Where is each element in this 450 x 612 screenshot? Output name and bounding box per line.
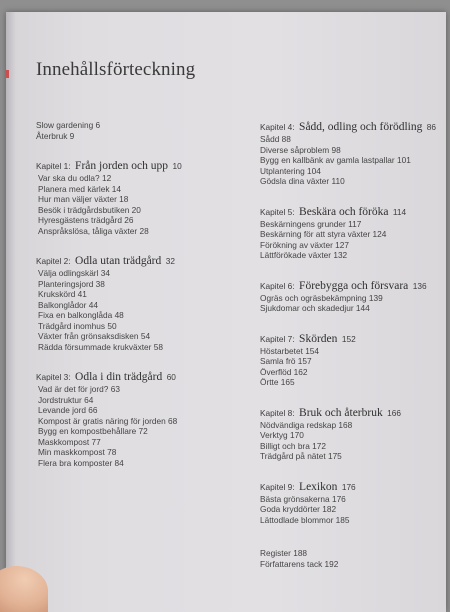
toc-entry: Bygg en kompostbehållare 72 [38, 426, 148, 436]
toc-entry: Billigt och bra 172 [260, 440, 326, 451]
chapter-title: Från jorden och upp [75, 160, 168, 172]
chapter-label: Kapitel 4: [260, 122, 295, 132]
toc-entry: Höstarbetet 154 [260, 345, 320, 356]
toc-entry: Sjukdomar och skadedjur 144 [260, 303, 370, 313]
toc-entry: Slow gardening 6 [36, 120, 101, 130]
chapter-heading [36, 251, 236, 268]
chapter-page: 60 [166, 372, 176, 382]
toc-entry: Var ska du odla? 12 [38, 173, 112, 183]
page-title: Innehållsförteckning [36, 59, 196, 80]
toc-entry: Lättodlade blommor 185 [260, 514, 350, 525]
chapter-entries [260, 219, 446, 261]
toc-entry: Planera med kärlek 14 [38, 183, 122, 194]
chapter-title: Bruk och återbruk [299, 406, 383, 419]
chapter-entries [260, 293, 446, 314]
toc-entry: Örtte 165 [260, 377, 295, 387]
toc-outro-list [260, 548, 446, 569]
toc-entry: Trädgård på nätet 175 [260, 451, 342, 461]
chapter-page: 10 [172, 161, 182, 171]
chapter-page: 32 [165, 256, 175, 266]
chapter-label: Kapitel 1: [36, 161, 71, 171]
toc-entry: Återbruk 9 [36, 130, 75, 141]
chapter-9 [260, 477, 446, 526]
toc-entry: Gödsla dina växter 110 [260, 176, 345, 186]
chapter-3 [36, 367, 236, 468]
chapter-4 [260, 117, 446, 187]
chapter-7 [260, 329, 446, 388]
toc-entry: Balkonglådor 44 [38, 299, 98, 310]
chapter-entries [260, 420, 446, 462]
toc-entry: Bygg en kallbänk av gamla lastpallar 101 [260, 155, 411, 165]
toc-entry: Levande jord 66 [38, 405, 98, 415]
toc-left-column [36, 120, 236, 468]
chapter-heading [260, 477, 446, 494]
toc-entry: Beskärningens grunder 117 [260, 218, 362, 229]
chapter-label: Kapitel 8: [260, 407, 295, 418]
book-page [6, 12, 446, 612]
chapter-entries [36, 268, 236, 352]
chapter-label: Kapitel 5: [260, 206, 295, 217]
page-edge-mark [6, 70, 9, 78]
chapter-6 [260, 276, 446, 314]
toc-entry: Välja odlingskärl 34 [38, 268, 110, 278]
toc-entry: Diverse såproblem 98 [260, 144, 341, 155]
chapter-page: 114 [392, 206, 407, 217]
toc-entry: Beskärning för att styra växter 124 [260, 229, 387, 239]
chapter-title: Beskära och föröka [299, 205, 389, 218]
chapter-heading [260, 117, 446, 134]
toc-entry: Goda kryddörter 182 [260, 504, 337, 514]
toc-entry: Krukskörd 41 [38, 289, 87, 299]
toc-entry: Hur man väljer växter 18 [38, 194, 129, 204]
toc-entry: Nödvändiga redskap 168 [260, 419, 353, 430]
toc-entry: Flera bra komposter 84 [38, 457, 124, 468]
toc-entry: Överflöd 162 [260, 366, 308, 377]
chapter-entries [260, 134, 446, 187]
toc-entry: Trädgård inomhus 50 [38, 320, 117, 331]
chapter-label: Kapitel 3: [36, 372, 71, 382]
toc-entry: Rädda försummade krukväxter 58 [38, 341, 163, 352]
chapter-entries [36, 173, 236, 236]
chapter-page: 166 [387, 407, 402, 418]
chapter-title: Sådd, odling och förödling [299, 121, 423, 133]
toc-entry: Jordstruktur 64 [38, 394, 94, 405]
chapter-1 [36, 156, 236, 236]
chapter-title: Förebygga och försvara [299, 279, 409, 292]
chapter-label: Kapitel 6: [260, 280, 295, 291]
chapter-page: 176 [341, 481, 356, 492]
toc-entry: Register 188 [260, 548, 308, 558]
toc-entry: Förökning av växter 127 [260, 239, 350, 250]
toc-entry: Sådd 88 [260, 134, 291, 144]
chapter-entries [260, 494, 446, 526]
chapter-heading [260, 329, 446, 346]
chapter-title: Odla utan trädgård [75, 255, 162, 267]
chapter-label: Kapitel 9: [260, 481, 295, 492]
toc-entry: Anspråkslösa, tåliga växter 28 [38, 225, 149, 236]
chapter-heading [36, 367, 236, 384]
chapter-page: 86 [426, 122, 437, 132]
toc-entry: Min maskkompost 78 [38, 447, 117, 457]
toc-entry: Författarens tack 192 [260, 558, 339, 569]
toc-entry: Bästa grönsakerna 176 [260, 493, 346, 504]
toc-entry: Hyresgästens trädgård 26 [38, 215, 134, 225]
toc-entry: Fixa en balkonglåda 48 [38, 310, 124, 320]
page-fold-shadow [6, 12, 16, 612]
chapter-heading [260, 276, 446, 293]
chapter-5 [260, 202, 446, 261]
toc-entry: Växter från grönsaksdisken 54 [38, 331, 151, 341]
toc-right-column [260, 117, 446, 569]
chapter-title: Lexikon [299, 480, 338, 493]
chapter-page: 152 [341, 333, 356, 344]
chapter-heading [36, 156, 236, 173]
chapter-entries [36, 384, 236, 468]
chapter-title: Skörden [299, 332, 338, 345]
toc-entry: Kompost är gratis näring för jorden 68 [38, 415, 178, 426]
toc-entry: Ogräs och ogräsbekämpning 139 [260, 292, 383, 303]
chapter-8 [260, 403, 446, 462]
toc-entry: Lättförökade växter 132 [260, 250, 348, 260]
chapter-label: Kapitel 2: [36, 256, 71, 266]
toc-entry: Samla frö 157 [260, 356, 312, 366]
toc-entry: Verktyg 170 [260, 430, 304, 440]
chapter-2 [36, 251, 236, 352]
chapter-page: 136 [412, 280, 427, 291]
toc-entry: Besök i trädgårdsbutiken 20 [38, 204, 141, 215]
chapter-heading [260, 202, 446, 219]
toc-entry: Utplantering 104 [260, 165, 321, 176]
chapter-heading [260, 403, 446, 420]
toc-entry: Planteringsjord 38 [38, 278, 105, 289]
toc-entry: Maskkompost 77 [38, 436, 101, 447]
chapter-label: Kapitel 7: [260, 333, 295, 344]
chapter-title: Odla i din trädgård [75, 371, 163, 383]
toc-intro-list [36, 120, 236, 141]
toc-entry: Vad är det för jord? 63 [38, 384, 120, 394]
chapter-entries [260, 346, 446, 388]
